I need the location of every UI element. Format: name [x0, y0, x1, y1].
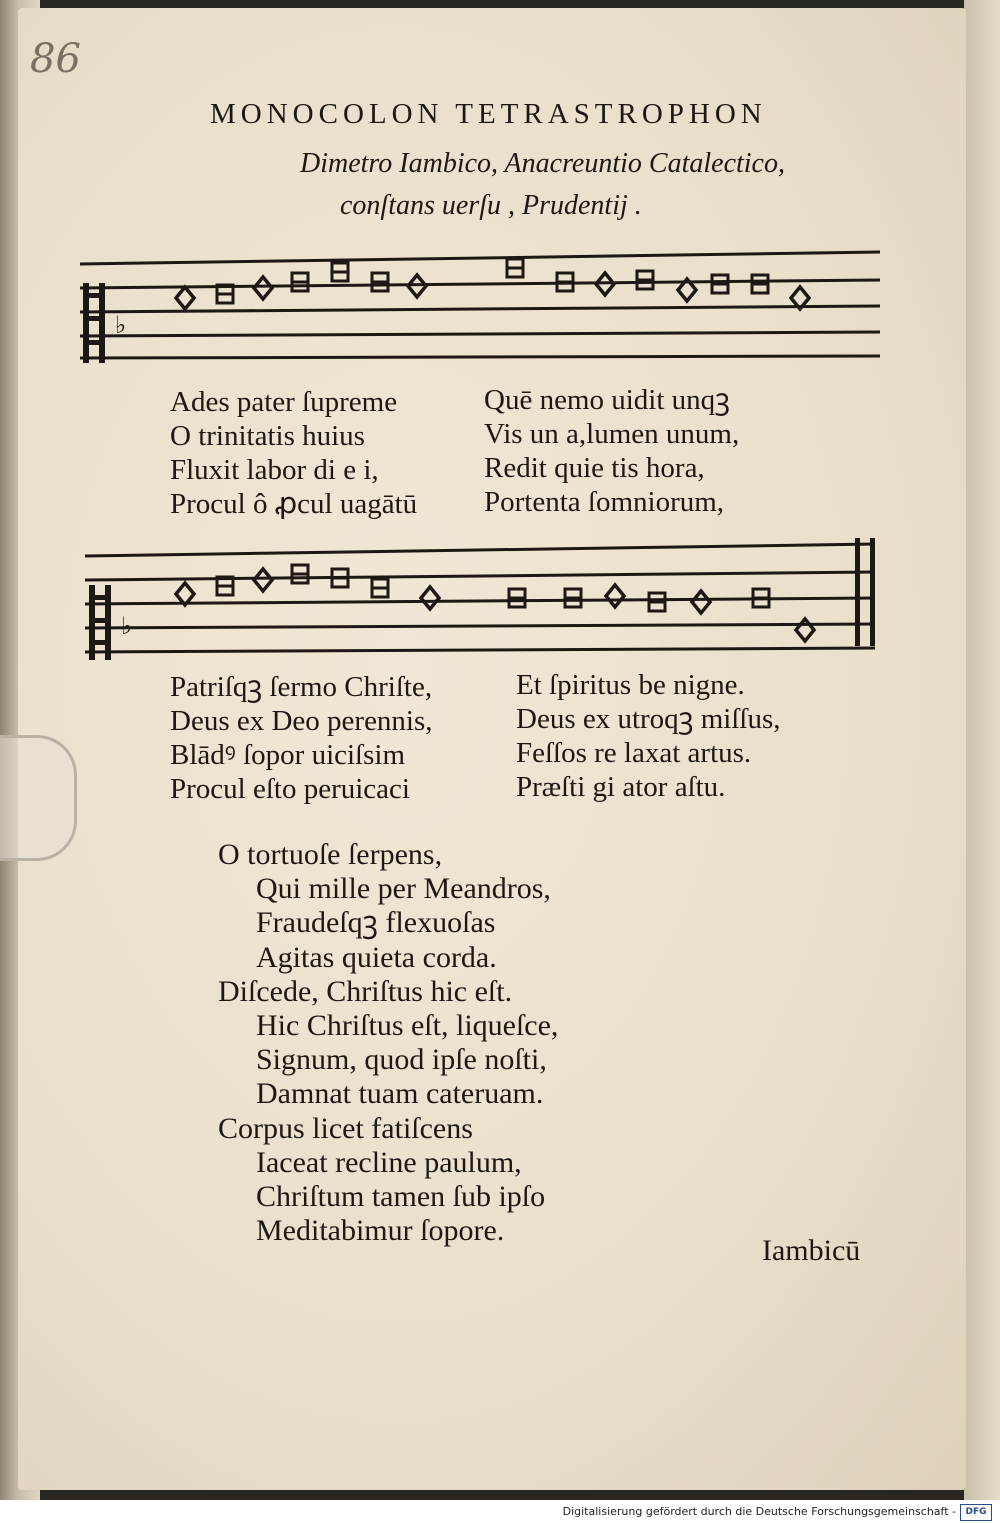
stanza-1-right	[484, 383, 739, 519]
stanza-2-right	[516, 668, 781, 804]
verse-line: Deus ex Deo perennis,	[170, 705, 433, 737]
poem-line: Signum, quod ipſe noſti,	[256, 1043, 547, 1077]
note-diamond	[254, 569, 272, 591]
subtitle-line-1: Dimetro Iambico, Anacreuntio Catalectico,	[300, 148, 785, 179]
poem-line: O tortuoſe ſerpens,	[218, 838, 443, 871]
clef	[83, 283, 126, 363]
music-staff-2	[75, 530, 885, 665]
note-square	[372, 579, 388, 597]
footer-bar	[0, 1500, 1000, 1523]
poem-line: Corpus licet fatiſcens	[218, 1111, 473, 1145]
folio-number: 86	[30, 36, 81, 82]
poem-line: Chriſtum tamen ſub ipſo	[256, 1179, 546, 1213]
note-square	[509, 589, 525, 607]
catchword: Iambicū	[762, 1234, 861, 1267]
note-square	[372, 273, 388, 291]
verse-line: Procul ô ꝓcul uagātū	[170, 488, 418, 520]
poem-line: Hic Chriſtus eſt, liqueſce,	[256, 1008, 559, 1042]
footer-credit: Digitalisierung gefördert durch die Deutsche Forschungsgemeinschaft -	[562, 1505, 956, 1518]
poem-body	[218, 838, 558, 1248]
note-square	[292, 565, 308, 583]
stanza-1-left	[170, 385, 417, 521]
note-square	[712, 275, 728, 293]
svg-text:♭: ♭	[121, 612, 133, 640]
note-square	[332, 569, 348, 587]
note-diamond	[692, 591, 710, 613]
poem-line: Diſcede, Chriſtus hic eſt.	[218, 974, 513, 1008]
note-diamond	[796, 619, 814, 641]
page-clip	[0, 735, 77, 861]
verse-line: Quē nemo uidit unqꝫ	[484, 384, 730, 416]
note-square	[292, 273, 308, 291]
verse-line: Feſſos re laxat artus.	[516, 737, 752, 769]
note-square	[637, 271, 653, 289]
note-square	[649, 593, 665, 611]
note-square	[332, 263, 348, 281]
verse-line: Portenta ſomniorum,	[484, 486, 725, 518]
note-square	[557, 273, 573, 291]
poem-line: Meditabimur ſopore.	[256, 1214, 505, 1248]
note-square	[753, 589, 769, 607]
verse-line: Vis un a,lumen unum,	[484, 418, 740, 450]
verse-line: Deus ex utroqꝫ miſſus,	[516, 703, 781, 735]
verse-line: Patriſqꝫ ſermo Chriſte,	[170, 671, 433, 703]
verse-line: Præſti gi ator aſtu.	[516, 771, 726, 803]
note-square	[507, 259, 523, 277]
note-diamond	[606, 585, 624, 607]
poem-line: Damnat tuam cateruam.	[256, 1077, 544, 1111]
verse-line: Blādꝰ ſopor uiciſsim	[170, 739, 406, 771]
verse-line: Redit quie tis hora,	[484, 452, 705, 484]
note-diamond	[176, 287, 194, 309]
verse-line: Et ſpiritus be nigne.	[516, 669, 745, 701]
verse-line: Ades pater ſupreme	[170, 386, 398, 418]
dfg-logo-icon: DFG	[960, 1504, 992, 1521]
verse-line: Fluxit labor di e i,	[170, 454, 379, 486]
poem-line: Qui mille per Meandros,	[256, 872, 551, 906]
facing-page-edge	[964, 0, 1000, 1500]
svg-text:♭: ♭	[115, 311, 127, 339]
note-diamond	[254, 277, 272, 299]
subtitle-line-2: conſtans uerſu , Prudentij .	[340, 190, 642, 221]
verse-line: O trinitatis huius	[170, 420, 365, 452]
note-diamond	[421, 587, 439, 609]
poem-line: Agitas quieta corda.	[256, 940, 497, 974]
stanza-2-left	[170, 670, 433, 806]
music-staff-1	[75, 238, 885, 373]
note-square	[565, 589, 581, 607]
poem-line: Iaceat recline paulum,	[256, 1145, 522, 1179]
poem-line: Fraudeſqꝫ flexuoſas	[256, 906, 496, 940]
note-square	[752, 275, 768, 293]
page-title: MONOCOLON TETRASTROPHON	[210, 98, 767, 130]
verse-line: Procul eſto peruicaci	[170, 773, 410, 805]
